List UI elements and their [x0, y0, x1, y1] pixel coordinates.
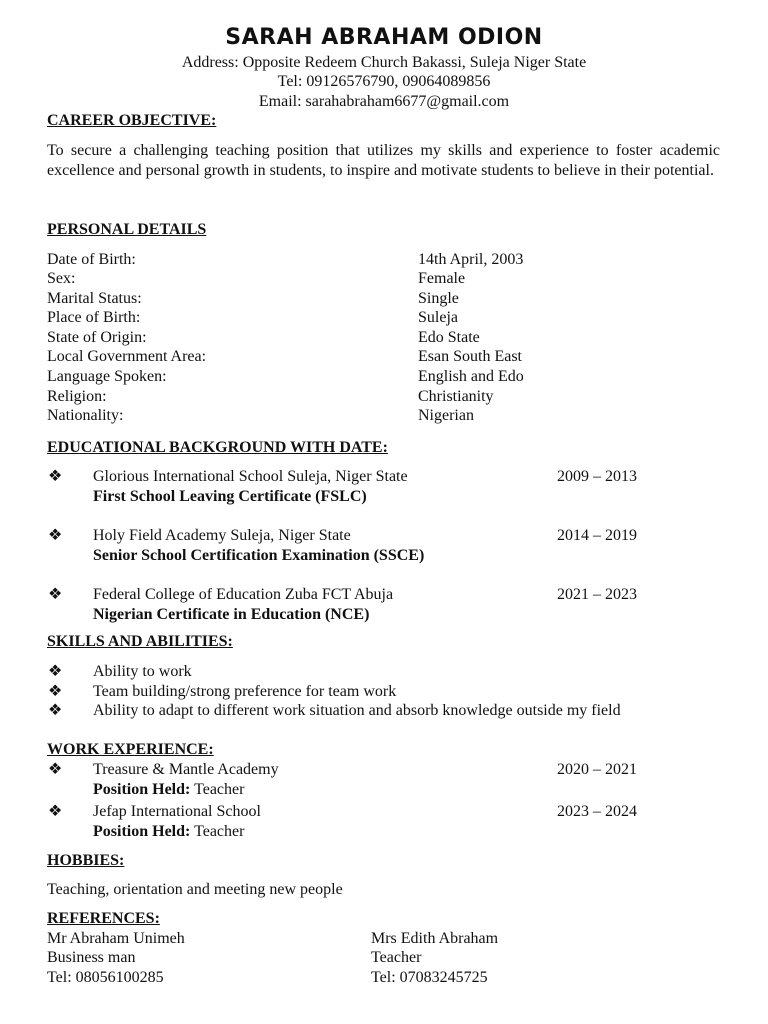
address-line: Address: Opposite Redeem Church Bakassi, Suleja Niger State	[181, 54, 587, 71]
dob-value: 14th April, 2003	[418, 251, 524, 268]
marital-status-label: Marital Status:	[47, 290, 142, 307]
religion-value: Christianity	[418, 388, 494, 405]
reference-tel: Tel: 07083245725	[371, 969, 488, 986]
education-years: 2014 – 2019	[557, 527, 637, 544]
bullet-icon: ❖	[48, 803, 63, 820]
career-objective-text: To secure a challenging teaching position that utilizes my skills and experience to foster academic excellence and personal growth in students, to inspire and motivate students to believe in their potential.	[47, 142, 720, 179]
employer-name: Jefap International School	[93, 803, 261, 820]
nationality-value: Nigerian	[418, 407, 474, 424]
skill-item: Team building/strong preference for team work	[93, 683, 397, 700]
skills-heading: SKILLS AND ABILITIES:	[47, 633, 233, 650]
sex-label: Sex:	[47, 270, 76, 287]
personal-details-heading: PERSONAL DETAILS	[47, 221, 207, 238]
lga-value: Esan South East	[418, 348, 522, 365]
sex-value: Female	[418, 270, 466, 287]
reference-tel: Tel: 08056100285	[47, 969, 164, 986]
telephone-line: Tel: 09126576790, 09064089856	[277, 73, 491, 90]
nationality-label: Nationality:	[47, 407, 124, 424]
applicant-name: SARAH ABRAHAM ODION	[225, 25, 543, 50]
employment-years: 2020 – 2021	[557, 761, 637, 778]
lga-label: Local Government Area:	[47, 348, 207, 365]
career-objective-heading: CAREER OBJECTIVE:	[47, 112, 217, 129]
bullet-icon: ❖	[48, 702, 63, 719]
skill-item: Ability to work	[93, 663, 192, 680]
hobbies-text: Teaching, orientation and meeting new people	[47, 881, 343, 898]
place-of-birth-label: Place of Birth:	[47, 309, 141, 326]
education-heading: EDUCATIONAL BACKGROUND WITH DATE:	[47, 439, 388, 456]
reference-occupation: Teacher	[371, 949, 422, 966]
reference-occupation: Business man	[47, 949, 136, 966]
education-certificate: Nigerian Certificate in Education (NCE)	[93, 606, 370, 623]
position-label: Position Held:	[93, 823, 191, 840]
references-heading: REFERENCES:	[47, 910, 160, 927]
work-experience-heading: WORK EXPERIENCE:	[47, 741, 214, 758]
language-value: English and Edo	[418, 368, 524, 385]
bullet-icon: ❖	[48, 761, 63, 778]
bullet-icon: ❖	[48, 586, 63, 603]
reference-name: Mrs Edith Abraham	[371, 930, 499, 947]
bullet-icon: ❖	[48, 527, 63, 544]
bullet-icon: ❖	[48, 683, 63, 700]
skill-item: Ability to adapt to different work situation and absorb knowledge outside my field	[93, 702, 621, 719]
hobbies-heading: HOBBIES:	[47, 852, 125, 869]
employment-years: 2023 – 2024	[557, 803, 637, 820]
education-school: Glorious International School Suleja, Niger State	[93, 468, 408, 485]
employer-name: Treasure & Mantle Academy	[93, 761, 279, 778]
education-years: 2009 – 2013	[557, 468, 637, 485]
education-certificate: First School Leaving Certificate (FSLC)	[93, 488, 367, 505]
position-held	[93, 780, 244, 799]
state-of-origin-label: State of Origin:	[47, 329, 147, 346]
position-label: Position Held:	[93, 781, 191, 798]
position-value: Teacher	[194, 823, 245, 840]
position-value: Teacher	[194, 781, 245, 798]
position-held	[93, 822, 244, 841]
place-of-birth-value: Suleja	[418, 309, 458, 326]
religion-label: Religion:	[47, 388, 107, 405]
language-label: Language Spoken:	[47, 368, 167, 385]
email-line: Email: sarahabraham6677@gmail.com	[258, 93, 510, 110]
dob-label: Date of Birth:	[47, 251, 136, 268]
education-certificate: Senior School Certification Examination (SSCE)	[93, 547, 425, 564]
bullet-icon: ❖	[48, 663, 63, 680]
state-of-origin-value: Edo State	[418, 329, 480, 346]
bullet-icon: ❖	[48, 468, 63, 485]
education-years: 2021 – 2023	[557, 586, 637, 603]
marital-status-value: Single	[418, 290, 459, 307]
education-school: Holy Field Academy Suleja, Niger State	[93, 527, 351, 544]
reference-name: Mr Abraham Unimeh	[47, 930, 185, 947]
education-school: Federal College of Education Zuba FCT Abuja	[93, 586, 394, 603]
